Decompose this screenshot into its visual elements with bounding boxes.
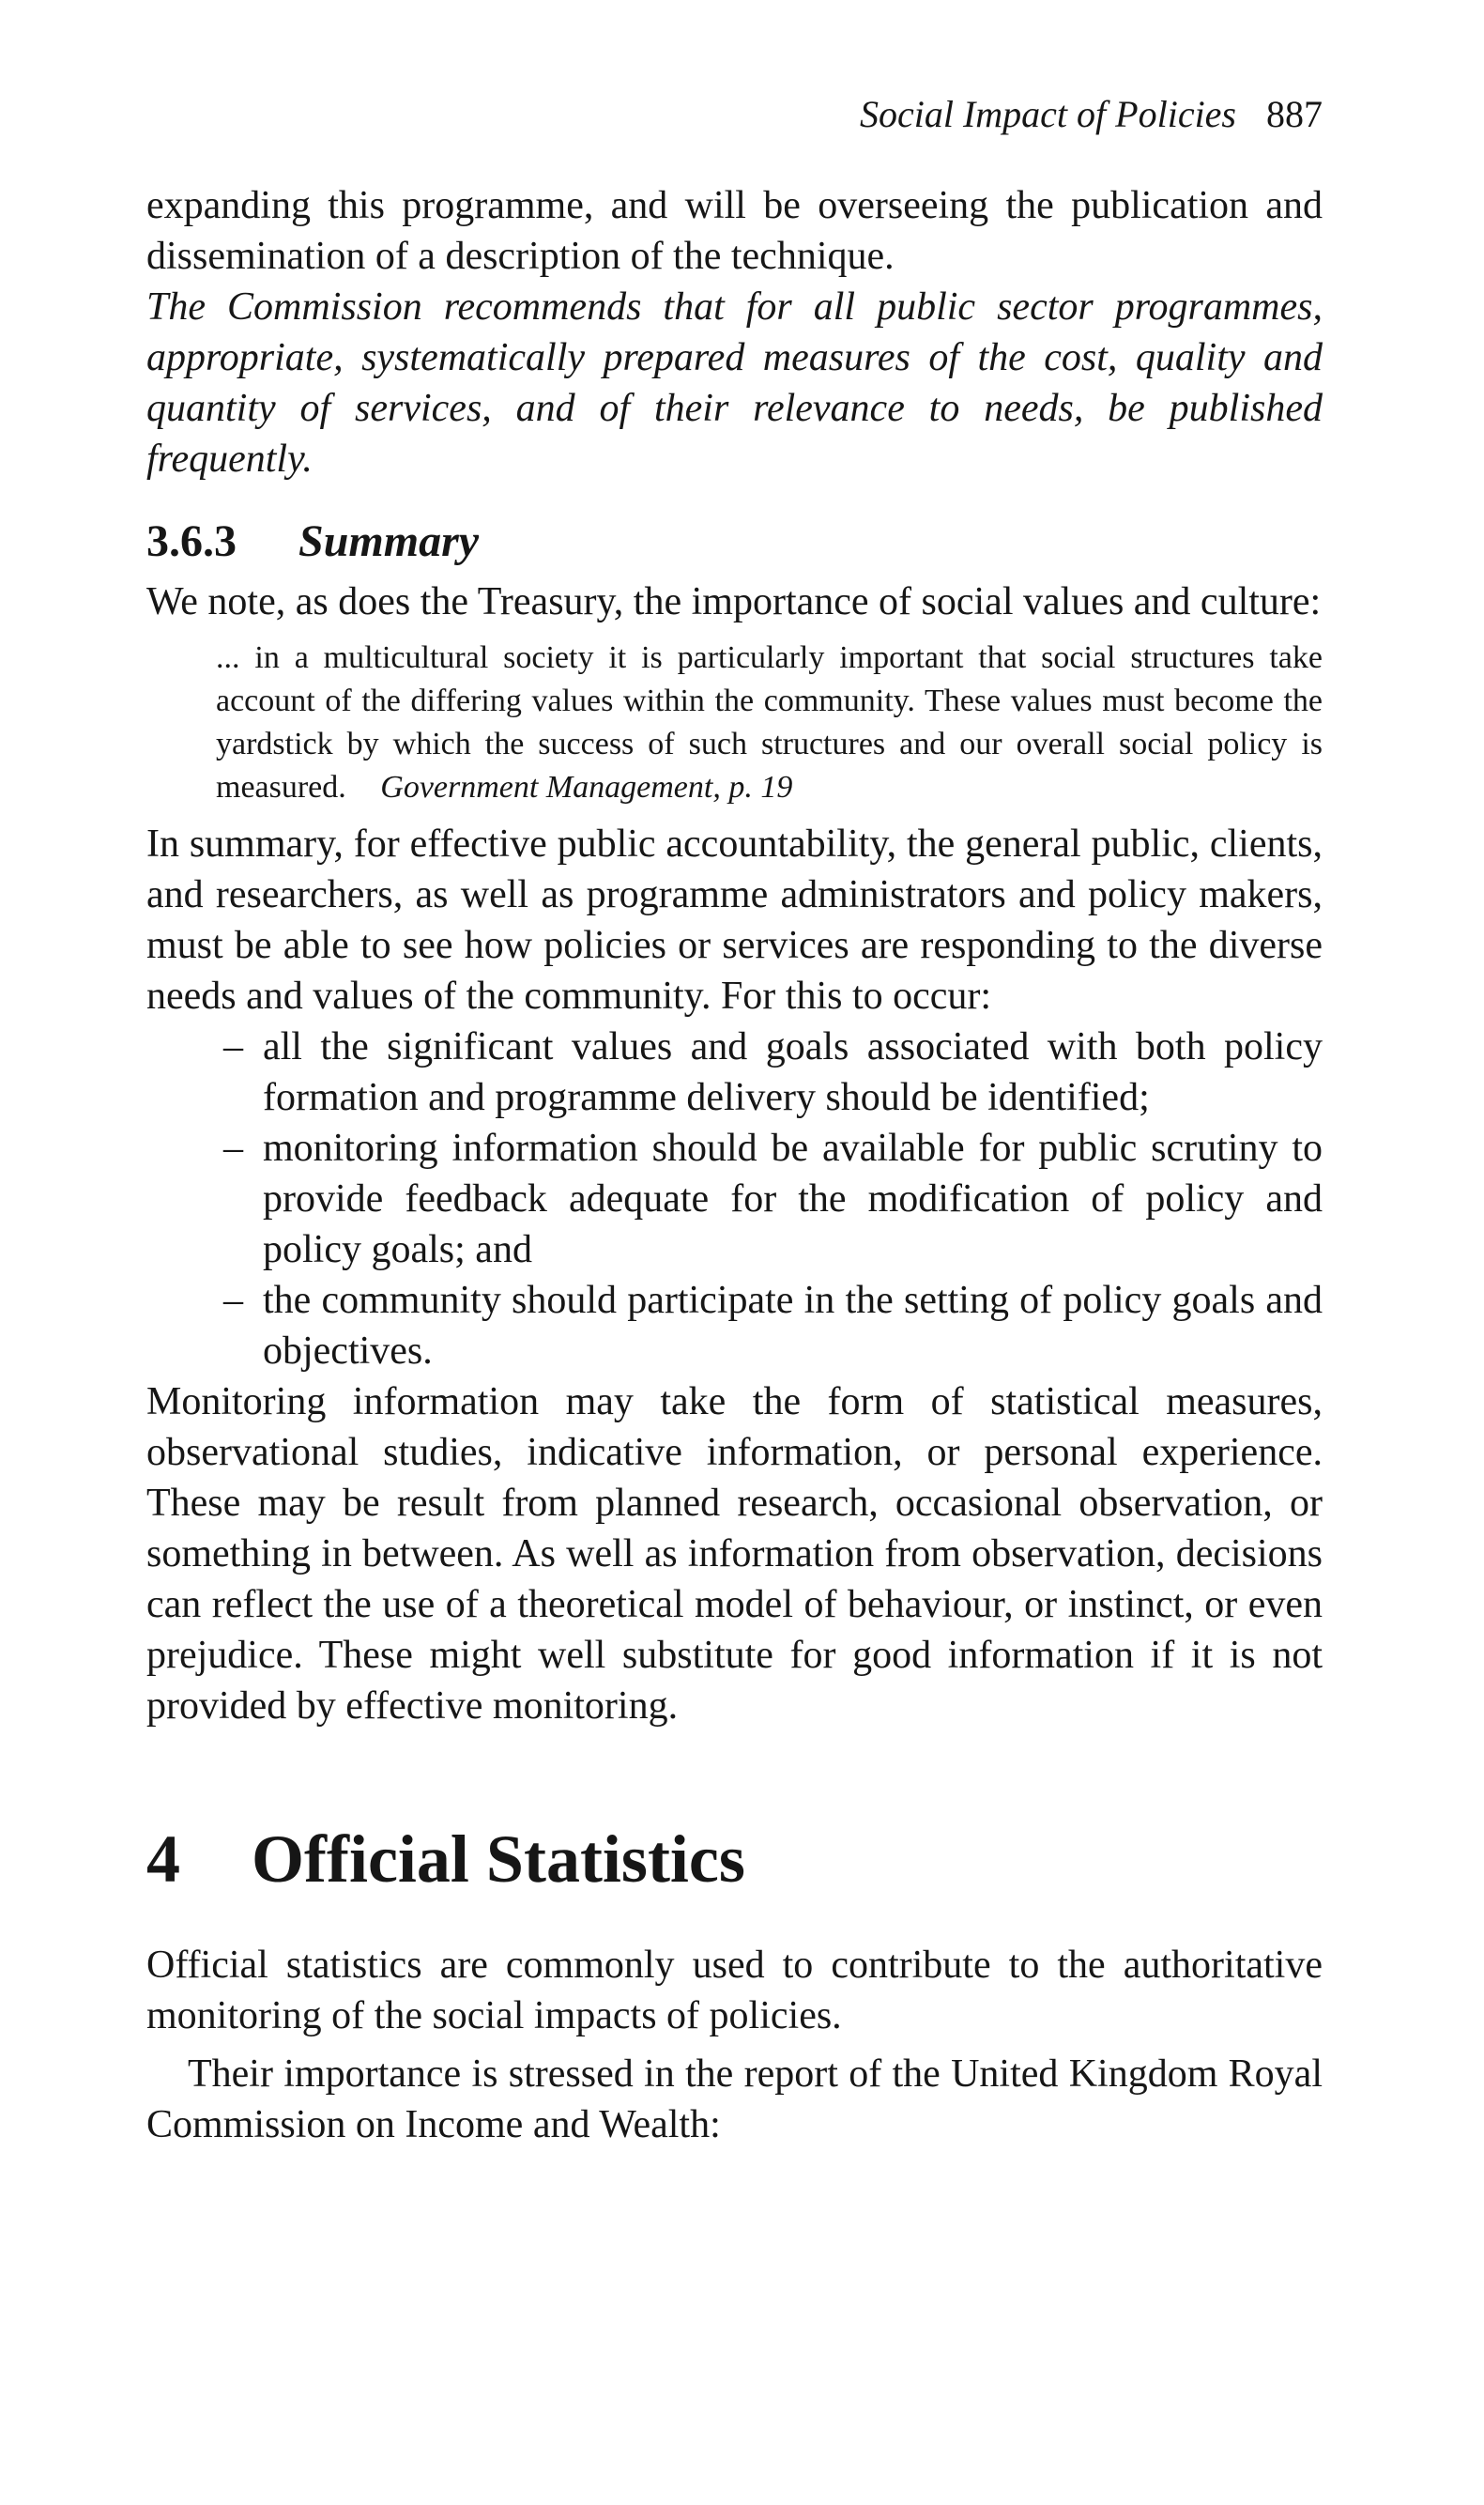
continued-paragraph: expanding this programme, and will be overseeing the publication and dissemination of a description of the technique. — [146, 184, 1323, 278]
bullet-dash: – — [223, 1127, 243, 1170]
list-item — [223, 1275, 1323, 1376]
chapter-number: 4 — [146, 1821, 180, 1897]
list-item-text: all the significant values and goals associated with both policy formation and programme delivery should be identified; — [263, 1025, 1323, 1119]
chapter-heading-4 — [146, 1818, 1323, 1900]
list-item-text: the community should participate in the setting of policy goals and objectives. — [263, 1279, 1323, 1373]
running-head — [860, 92, 1323, 137]
section-title: Summary — [298, 516, 480, 566]
list-item — [223, 1022, 1323, 1123]
section-number: 3.6.3 — [146, 516, 237, 566]
section-intro: We note, as does the Treasury, the importance of social values and culture: — [146, 580, 1322, 623]
requirements-list — [223, 1022, 1323, 1376]
quote-text: ... in a multicultural society it is particularly important that social structures take account of the differing values within the community. These values must become the yardstick by which the success of such structures and our overall social policy is measured. — [216, 640, 1323, 805]
summary-paragraph: In summary, for effective public accountability, the general public, clients, and researchers, as well as programme administrators and policy makers, must be able to see how policies or services are responding to the diverse needs and values of the community. For this to occur: — [146, 822, 1323, 1018]
list-item — [223, 1123, 1323, 1275]
bullet-dash: – — [223, 1025, 243, 1068]
running-head-title: Social Impact of Policies — [859, 93, 1236, 135]
commission-recommendation: The Commission recommends that for all public sector programmes, appropriate, systematically prepared measures of the cost, quality and quantity of services, and of their relevance to needs, be published frequently. — [146, 285, 1323, 481]
page-number: 887 — [1266, 93, 1323, 135]
list-item-text: monitoring information should be available for public scrutiny to provide feedback adequate for the modification of policy and policy goals; and — [263, 1127, 1323, 1271]
monitoring-paragraph: Monitoring information may take the form of statistical measures, observational studies, indicative information, or personal experience. These may be result from planned research, occasional observation, or something in between. As well as information from observation, decisions can reflect the use of a theoretical model of behaviour, or instinct, or even prejudice. These might well substitute for good information if it is not provided by effective monitoring. — [146, 1380, 1323, 1728]
page-body — [146, 180, 1323, 2150]
official-statistics-paragraph: Official statistics are commonly used to contribute to the authoritative monitoring of the social impacts of policies. — [146, 1944, 1323, 2037]
royal-commission-paragraph: Their importance is stressed in the report of the United Kingdom Royal Commission on Income and Wealth: — [146, 2052, 1323, 2146]
quote-source: Government Management, p. 19 — [380, 770, 793, 805]
chapter-title: Official Statistics — [252, 1821, 745, 1897]
block-quote — [216, 637, 1323, 809]
bullet-dash: – — [223, 1279, 243, 1322]
section-heading-3-6-3 — [146, 515, 1323, 569]
